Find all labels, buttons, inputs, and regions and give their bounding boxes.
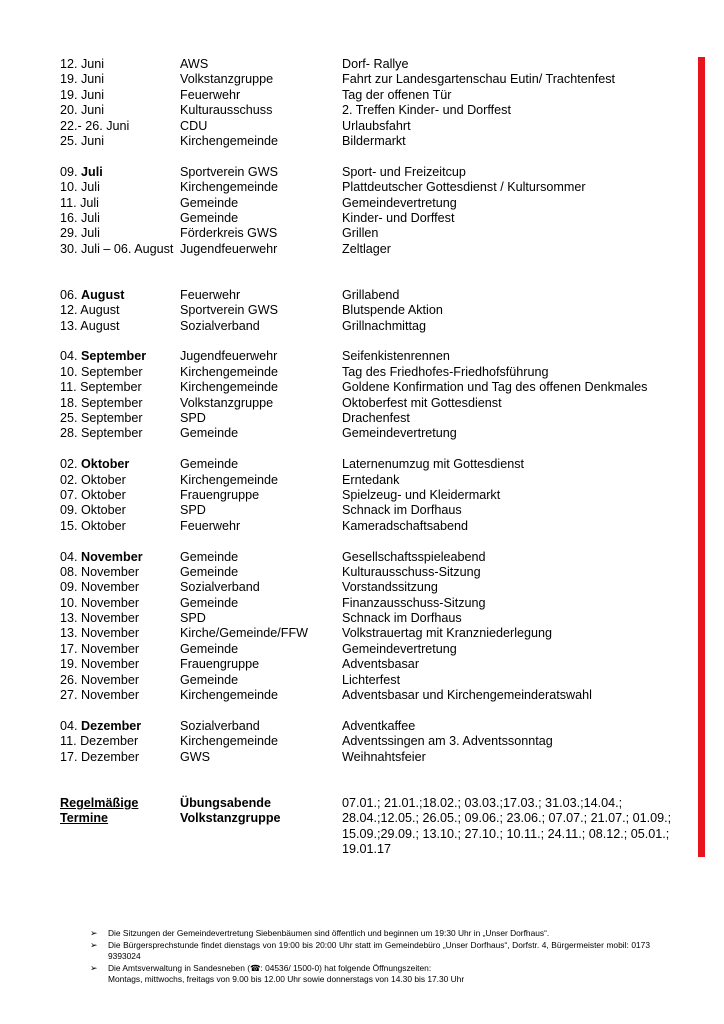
schedule-row [60,519,700,534]
event-title: Seifenkistenrennen [342,349,450,364]
event-title: Dorf- Rallye [342,57,409,71]
event-date: 13. August [60,318,120,333]
event-organizer: Kirchengemeinde [180,734,279,749]
schedule-row [60,57,700,72]
schedule-row [60,119,700,134]
event-title: Adventsbasar und Kirchengemeinderatswahl [342,688,592,703]
event-title: Gemeindevertretung [342,195,457,210]
schedule-row [60,180,700,195]
event-title: Kulturausschuss-Sitzung [342,564,481,579]
event-title: Adventkaffee [342,718,416,733]
event-day: 04. [60,549,82,564]
event-month: Juli [81,164,103,179]
event-organizer: Sozialverband [180,318,260,333]
event-organizer: Kirche/Gemeinde/FFW [180,626,309,641]
event-title: Erntedank [342,472,400,487]
event-date: 10. September [60,364,143,379]
event-organizer: Gemeinde [180,672,239,687]
event-title: Fahrt zur Landesgartenschau Eutin/ Trachtenfest [342,72,616,87]
note-text-line2: Montags, mittwochs, freitags von 9.00 bis 12.00 Uhr sowie donnerstags von 14.30 bis 17.30 Uhr [108,974,465,984]
event-date [60,349,175,364]
event-title: Vorstandssitzung [342,580,438,595]
event-date: 09. Oktober [60,503,126,518]
regular-subtitle: Übungsabende Volkstanzgruppe [180,796,281,826]
event-title: Tag des Friedhofes-Friedhofsführung [342,364,549,379]
event-date: 07. Oktober [60,487,126,502]
event-date: 09. November [60,580,140,595]
event-date [60,550,175,565]
event-organizer: Kirchengemeinde [180,688,279,703]
event-date: 28. September [60,426,143,441]
event-day: 09. [60,164,82,179]
event-title: Sport- und Freizeitcup [342,164,466,179]
event-organizer: Frauengruppe [180,487,260,502]
schedule-row [60,303,700,318]
event-title: Goldene Konfirmation und Tag des offenen Denkmales [342,380,648,395]
note-item [90,963,650,985]
schedule-row [60,165,700,180]
event-day: 02. [60,457,82,472]
event-organizer: Feuerwehr [180,518,241,533]
event-title: Lichterfest [342,672,401,687]
event-date: 16. Juli [60,210,100,225]
event-date: 18. September [60,395,143,410]
event-date: 11. Dezember [60,734,139,749]
schedule-row [60,688,700,703]
event-date: 26. November [60,672,140,687]
event-date: 12. August [60,303,120,318]
event-organizer: CDU [180,118,208,133]
event-title: Blutspende Aktion [342,303,443,318]
event-title: Weihnahtsfeier [342,749,426,764]
event-title: Oktoberfest mit Gottesdienst [342,395,502,410]
schedule-row [60,426,700,441]
schedule-row [60,503,700,518]
event-date: 27. November [60,688,140,703]
event-month: August [81,287,125,302]
event-organizer: Gemeinde [180,549,239,564]
event-date [60,719,175,734]
event-title: Schnack im Dorfhaus [342,611,462,626]
regular-dates: 07.01.; 21.01.;18.02.; 03.03.;17.03.; 31.03.;14.04.; 28.04.;12.05.; 26.05.; 09.06.; 23.06.; 07.07.; 21.07.; 01.09.; 15.09.;29.09.; 13.10.; 27.10.; 10.11.; 24.11.; 08.12.; 05.01.; 19.01.17 [342,796,672,857]
event-title: Laternenumzug mit Gottesdienst [342,457,525,472]
event-organizer: Kulturausschuss [180,103,273,118]
event-date: 13. November [60,626,140,641]
event-organizer: Sportverein GWS [180,164,278,179]
event-title: Grillnachmittag [342,318,426,333]
event-date [60,457,175,472]
event-organizer: Kirchengemeinde [180,133,279,148]
event-date: 10. Juli [60,180,100,195]
event-organizer: Förderkreis GWS [180,226,278,241]
arrow-bullet-icon: ➢ [90,963,98,973]
event-organizer: Kirchengemeinde [180,180,279,195]
event-title: Volkstrauertag mit Kranzniederlegung [342,626,553,641]
event-title: Kameradschaftsabend [342,518,469,533]
event-organizer: Kirchengemeinde [180,364,279,379]
event-title: Kinder- und Dorffest [342,210,455,225]
event-organizer: SPD [180,611,206,626]
event-date: 20. Juni [60,103,105,118]
schedule-row [60,349,700,364]
event-schedule [60,57,700,765]
event-organizer: Kirchengemeinde [180,472,279,487]
event-month: Dezember [81,718,142,733]
event-organizer: Jugendfeuerwehr [180,349,278,364]
event-title: Grillabend [342,287,400,302]
event-title: Gesellschaftsspieleabend [342,549,486,564]
event-organizer: Feuerwehr [180,87,241,102]
schedule-row [60,211,700,226]
note-text: Die Sitzungen der Gemeindevertretung Siebenbäumen sind öffentlich und beginnen um 19:30 Uhr in „Unser Dorfhaus“. [108,928,550,938]
event-organizer: Gemeinde [180,564,239,579]
schedule-row [60,580,700,595]
event-organizer: Volkstanzgruppe [180,395,274,410]
schedule-row [60,596,700,611]
schedule-row [60,734,700,749]
event-date: 10. November [60,595,140,610]
event-organizer: GWS [180,749,211,764]
schedule-row [60,611,700,626]
event-organizer: SPD [180,503,206,518]
schedule-row [60,196,700,211]
regular-appointments [60,796,700,860]
event-organizer: Sozialverband [180,718,260,733]
schedule-row [60,411,700,426]
schedule-row [60,673,700,688]
event-date: 25. September [60,411,143,425]
event-organizer: Gemeinde [180,210,239,225]
event-organizer: Frauengruppe [180,657,260,672]
event-title: Tag der offenen Tür [342,87,452,102]
schedule-row [60,626,700,641]
schedule-row [60,365,700,380]
event-title: Adventssingen am 3. Adventssonntag [342,734,553,749]
event-organizer: Gemeinde [180,457,239,472]
arrow-bullet-icon: ➢ [90,928,98,938]
schedule-row [60,642,700,657]
event-title: Plattdeutscher Gottesdienst / Kultursommer [342,180,586,195]
event-date [60,165,175,180]
event-organizer: Gemeinde [180,426,239,441]
event-title: Bildermarkt [342,133,406,148]
event-day: 04. [60,718,82,733]
event-date: 11. September [60,380,142,395]
schedule-row [60,226,700,241]
event-title: Drachenfest [342,411,410,425]
event-organizer: Gemeinde [180,595,239,610]
event-title: Finanzausschuss-Sitzung [342,595,486,610]
arrow-bullet-icon: ➢ [90,940,98,950]
event-title: Adventsbasar [342,657,420,672]
schedule-row [60,319,700,334]
schedule-row [60,134,700,149]
event-date: 17. November [60,641,140,656]
event-date: 11. Juli [60,195,99,210]
schedule-row [60,72,700,87]
schedule-row [60,288,700,303]
event-month: September [81,349,147,364]
schedule-row [60,657,700,672]
schedule-row [60,242,700,273]
event-title: Gemeindevertretung [342,426,457,441]
event-date: 12. Juni [60,57,105,71]
event-organizer: Gemeinde [180,195,239,210]
event-title: Grillen [342,226,379,241]
schedule-row [60,380,700,395]
schedule-row [60,550,700,565]
event-organizer: Gemeinde [180,641,239,656]
event-organizer: Volkstanzgruppe [180,72,274,87]
schedule-row [60,565,700,580]
event-date [60,288,175,303]
event-day: 04. [60,349,82,364]
note-item [90,928,650,939]
event-organizer: Feuerwehr [180,287,241,302]
event-organizer: SPD [180,411,206,425]
event-month: Oktober [81,457,130,472]
event-date: 17. Dezember [60,749,140,764]
schedule-row [60,396,700,411]
event-month: November [81,549,143,564]
schedule-row [60,750,700,765]
schedule-row [60,457,700,472]
event-day: 06. [60,287,82,302]
event-title: Urlaubsfahrt [342,118,411,133]
event-date: 19. Juni [60,72,105,87]
event-title: Zeltlager [342,241,391,256]
event-date: 29. Juli [60,226,100,241]
footer-notes [90,928,650,986]
event-organizer: Sozialverband [180,580,260,595]
schedule-row [60,473,700,488]
event-date: 08. November [60,564,140,579]
regular-label: Regelmäßige Termine [60,796,139,826]
schedule-row [60,103,700,118]
event-title: Spielzeug- und Kleidermarkt [342,487,501,502]
event-date: 02. Oktober [60,472,126,487]
event-organizer: Sportverein GWS [180,303,278,318]
event-date: 19. Juni [60,87,105,102]
schedule-row [60,719,700,734]
event-date: 19. November [60,657,140,672]
event-date: 25. Juni [60,133,105,148]
event-date: 15. Oktober [60,518,126,533]
schedule-row [60,488,700,503]
note-item [90,940,650,962]
schedule-row [60,88,700,103]
event-date: 30. Juli – 06. August [60,241,174,256]
note-text: Die Bürgersprechstunde findet dienstags von 19:00 bis 20:00 Uhr statt im Gemeindebüro „Unser Dorfhaus“, Dorfstr. 4, Bürgermeister mobil: 0173 9393024 [108,940,650,961]
event-date: 22.- 26. Juni [60,118,130,133]
event-date: 13. November [60,611,140,626]
note-text: Die Amtsverwaltung in Sandesneben (☎: 04536/ 1500-0) hat folgende Öffnungszeiten: [108,963,432,973]
event-organizer: AWS [180,57,209,71]
event-title: Gemeindevertretung [342,641,457,656]
event-title: Schnack im Dorfhaus [342,503,462,518]
event-organizer: Kirchengemeinde [180,380,279,395]
event-title: 2. Treffen Kinder- und Dorffest [342,103,511,118]
event-organizer: Jugendfeuerwehr [180,241,278,256]
